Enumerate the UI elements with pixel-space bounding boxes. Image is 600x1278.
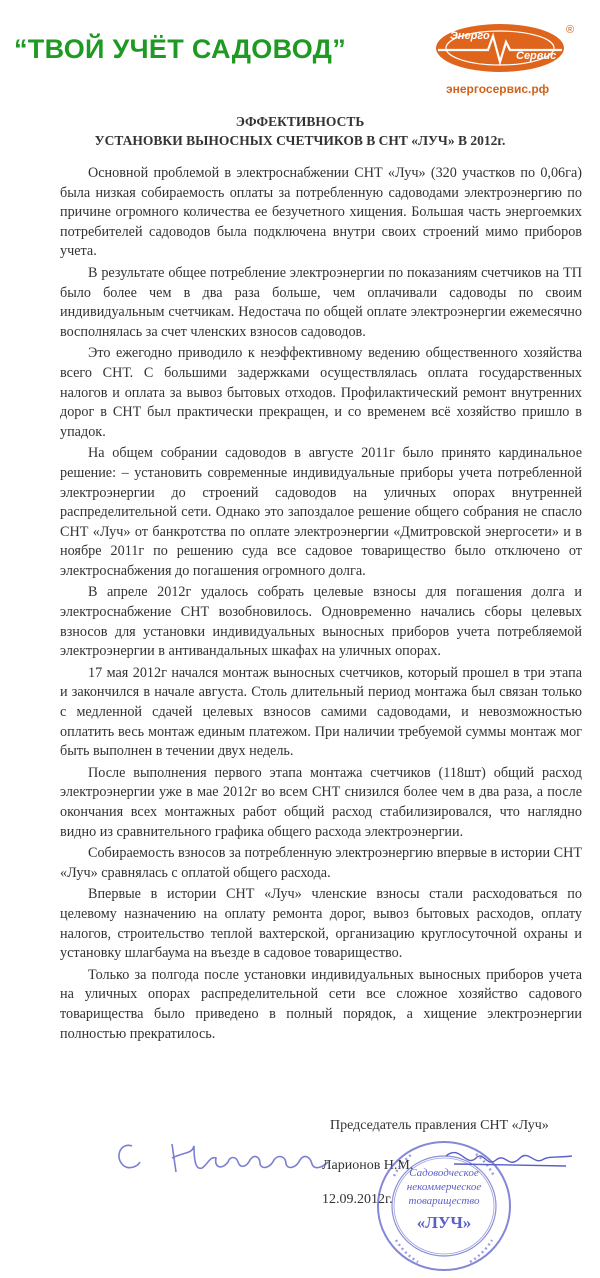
svg-text:Садоводческое: Садоводческое bbox=[409, 1167, 479, 1179]
svg-text:некоммерческое: некоммерческое bbox=[406, 1181, 482, 1193]
logo-ellipse-icon bbox=[430, 20, 580, 80]
organization-stamp-icon bbox=[372, 1136, 516, 1276]
paragraph: Собираемость взносов за потребленную электроэнергию впервые в истории СНТ «Луч» сравнялась с оплатой общего расхода. bbox=[60, 845, 582, 881]
logo-word-servis: Сервис bbox=[516, 50, 557, 62]
svg-text:товарищество: товарищество bbox=[408, 1195, 480, 1207]
document-title bbox=[0, 112, 600, 150]
logo-word-energo: Энерго bbox=[450, 30, 490, 42]
paragraph: В результате общее потребление электроэнергии по показаниям счетчиков на ТП было более чем в два раза больше, чем оплачивали садоводы по своим индивидуальным счетчикам. Недостача по общей оплате электроэнергии ежемесячно восполнялась за счет членских взносов садоводов. bbox=[60, 264, 582, 340]
title-line-1: ЭФФЕКТИВНОСТЬ bbox=[235, 114, 365, 129]
svg-text:«ЛУЧ»: «ЛУЧ» bbox=[416, 1213, 472, 1232]
paragraph: Впервые в истории СНТ «Луч» членские взносы стали расходоваться по целевому назначению на оплату ремонта дорог, вывоз бытовых расходов, оплату налогов, строительство теплой вахтерской, организацию круглосуточной охраны и установку шлагбаума на въезде в садовое товарищество. bbox=[60, 886, 582, 962]
paragraph: Только за полгода после установки индивидуальных выносных приборов учета на уличных опорах распределительной сети все сложное хозяйство садового товарищества было приведено в полный порядок, а хищение электроэнергии полностью прекратилось. bbox=[60, 966, 582, 1042]
paragraph: Это ежегодно приводило к неэффективному ведению общественного хозяйства всего СНТ. С большими задержками осуществлялась оплата государственных налогов и оплата за вывоз бытовых отходов. Профилактический ремонт внутренних дорог в СНТ был практически прекращен, и со временем всё хозяйство пришло в упадок. bbox=[60, 345, 582, 440]
logo-website-link[interactable]: энергосервис.рф bbox=[446, 82, 550, 96]
registered-mark: ® bbox=[566, 24, 575, 36]
document-date: 12.09.2012г. bbox=[322, 1192, 393, 1207]
header bbox=[0, 0, 600, 100]
energoservis-logo[interactable] bbox=[430, 20, 580, 102]
paragraph: В апреле 2012г удалось собрать целевые взносы для погашения долга и электроснабжение СНТ возобновилось. Одновременно начались сборы целевых взносов для установки индивидуальных выносных приборов учета потребляемой электроэнергии в антивандальных шкафах на уличных опорах. bbox=[60, 584, 582, 660]
document-body bbox=[60, 164, 582, 1046]
signatory-role: Председатель правления СНТ «Луч» bbox=[330, 1118, 549, 1133]
slogan: “ТВОЙ УЧЁТ САДОВОД” bbox=[14, 34, 347, 64]
paragraph: Основной проблемой в электроснабжении СНТ «Луч» (320 участков по 0,06га) была низкая собираемость оплаты за потребленную садоводами электроэнергию по причине огромного количества ее безучетного хищения. Большая часть энергоемких потребителей садоводов была подключена внутри своих строений мимо приборов учета. bbox=[60, 165, 582, 260]
signatory-name: Ларионов Н.М. bbox=[322, 1158, 414, 1173]
title-line-2: УСТАНОВКИ ВЫНОСНЫХ СЧЕТЧИКОВ В СНТ «ЛУЧ» В 2012г. bbox=[94, 133, 506, 148]
handwritten-greeting-icon bbox=[110, 1132, 350, 1182]
paragraph: 17 мая 2012г начался монтаж выносных счетчиков, который прошел в три этапа и закончился в начале августа. Столь длительный период монтажа был связан только с медленной сдачей целевых взносов самими садоводами, и невозможностью оплатить весь монтаж единым платежом. При наличии требуемой суммы монтаж мог быть выполнен в течении двух недель. bbox=[60, 664, 582, 760]
paragraph: После выполнения первого этапа монтажа счетчиков (118шт) общий расход электроэнергии уже в мае 2012г во всем СНТ снизился более чем в два раза, а после окончания всех монтажных работ общий расход стабилизировался, что наглядно видно из сравнительного графика общего расхода электроэнергии. bbox=[60, 764, 582, 840]
paragraph: На общем собрании садоводов в августе 2011г было принято кардинальное решение: – установить современные индивидуальные приборы учета потребленной электроэнергии до строений садоводов на уличных опорах внутренней распределительной сети. Однако это запоздалое решение общего собрания не спасло СНТ «Луч» от банкротства по оплате электроэнергии «Дмитровской энергосети» и в ноябре 2011г по решению суда все садовое товарищество было отключено от электроснабжения до погашения огромного долга. bbox=[60, 445, 582, 579]
